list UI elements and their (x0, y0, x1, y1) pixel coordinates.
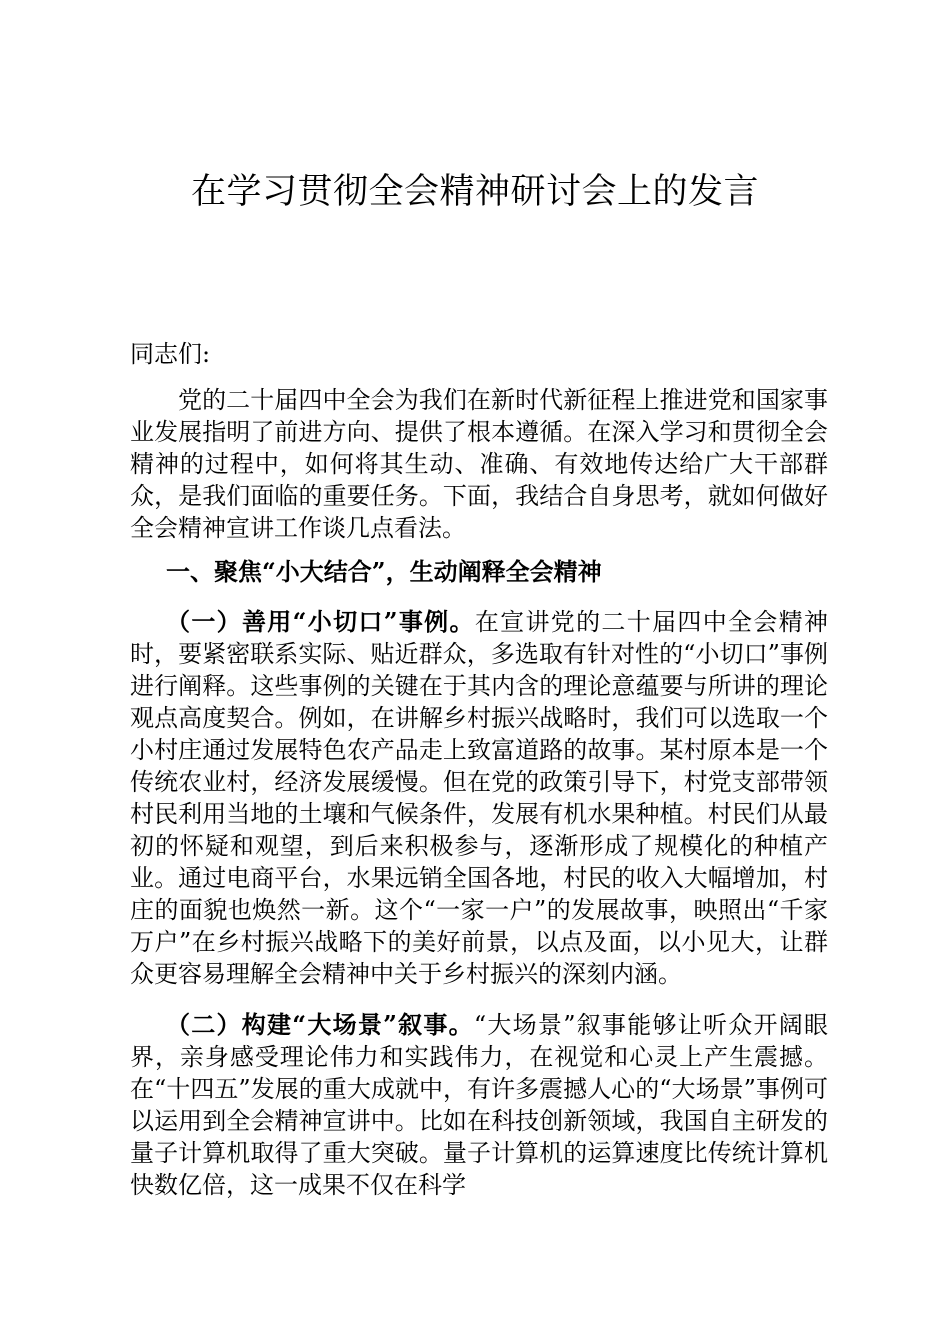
subsection-heading-2: （二）构建“大场景”叙事。 (166, 1010, 474, 1039)
subsection-paragraph-1 (130, 606, 828, 990)
subsection-text-2: “大场景”叙事能够让听众开阔眼界，亲身感受理论伟力和实践伟力，在视觉和心灵上产生震撼。在“十四五”发展的重大成就中，有许多震撼人心的“大场景”事例可以运用到全会精神宣讲中。比如在科技创新领域，我国自主研发的量子计算机取得了重大突破。量子计算机的运算速度比传统计算机快数亿倍，这一成果不仅在科学 (130, 1011, 828, 1199)
intro-paragraph: 党的二十届四中全会为我们在新时代新征程上推进党和国家事业发展指明了前进方向、提供了根本遵循。在深入学习和贯彻全会精神的过程中，如何将其生动、准确、有效地传达给广大干部群众，是我们面临的重要任务。下面，我结合自身思考，就如何做好全会精神宣讲工作谈几点看法。 (130, 386, 828, 542)
subsection-text-1: 在宣讲党的二十届四中全会精神时，要紧密联系实际、贴近群众，多选取有针对性的“小切口”事例进行阐释。这些事例的关键在于其内含的理论意蕴要与所讲的理论观点高度契合。例如，在讲解乡村振兴战略时，我们可以选取一个小村庄通过发展特色农产品走上致富道路的故事。某村原本是一个传统农业村，经济发展缓慢。但在党的政策引导下，村党支部带领村民利用当地的土壤和气候条件，发展有机水果种植。村民们从最初的怀疑和观望，到后来积极参与，逐渐形成了规模化的种植产业。通过电商平台，水果远销全国各地，村民的收入大幅增加，村庄的面貌也焕然一新。这个“一家一户”的发展故事，映照出“千家万户”在乡村振兴战略下的美好前景，以点及面，以小见大，让群众更容易理解全会精神中关于乡村振兴的深刻内涵。 (130, 608, 829, 988)
salutation: 同志们: (130, 340, 211, 368)
document-title: 在学习贯彻全会精神研讨会上的发言 (190, 172, 759, 212)
section-heading: 一、聚焦“小大结合”，生动阐释全会精神 (166, 557, 602, 586)
subsection-heading-1: （一）善用“小切口”事例。 (166, 607, 475, 636)
subsection-paragraph-2 (130, 1009, 828, 1201)
